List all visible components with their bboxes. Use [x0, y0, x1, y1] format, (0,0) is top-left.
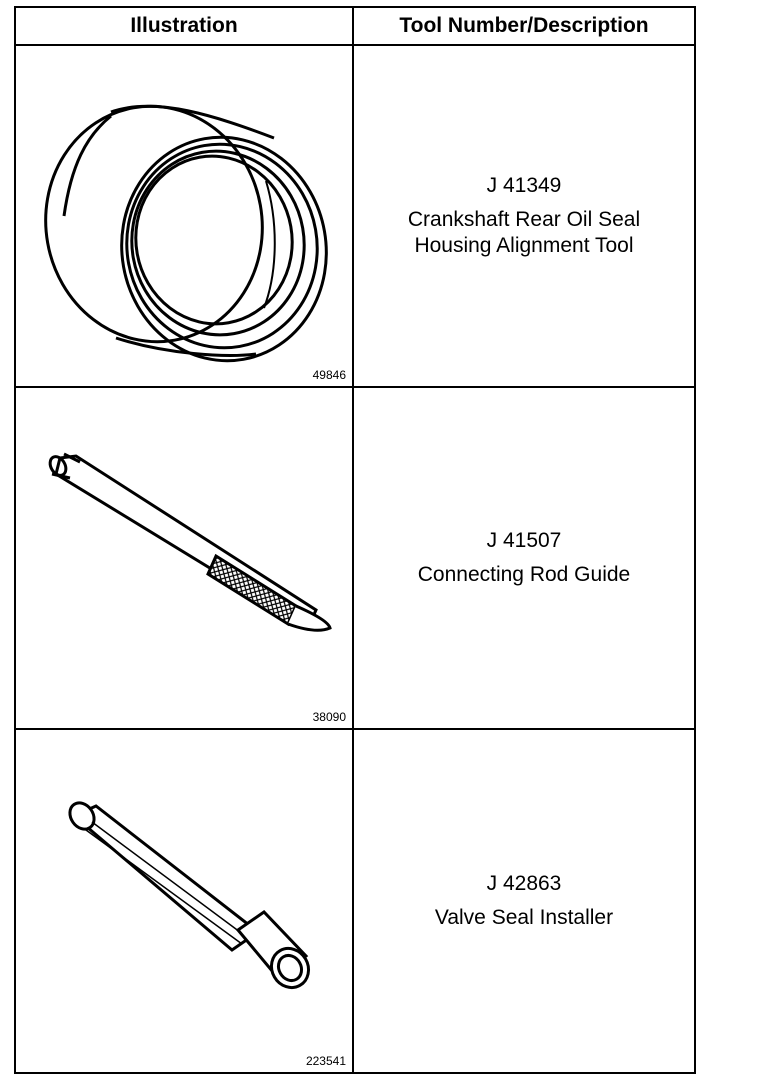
header-tool-number-description: Tool Number/Description [354, 8, 694, 46]
tool-name: Valve Seal Installer [434, 906, 614, 929]
illustration-cell [16, 388, 354, 728]
seal-alignment-ring-icon [16, 46, 352, 386]
illustration-reference-number: 38090 [312, 710, 346, 724]
table-row [16, 730, 694, 1072]
tool-name: Crankshaft Rear Oil Seal Housing Alignment Tool [407, 208, 641, 257]
tool-number: J 42863 [486, 872, 562, 895]
illustration-cell [16, 730, 354, 1072]
header-illustration: Illustration [16, 8, 354, 46]
table-row [16, 46, 694, 388]
valve-seal-installer-icon [16, 730, 352, 1070]
illustration-reference-number: 49846 [312, 368, 346, 382]
tool-name: Connecting Rod Guide [417, 563, 631, 586]
tool-number: J 41507 [486, 529, 562, 552]
connecting-rod-guide-icon [16, 388, 352, 728]
tool-description-cell [354, 46, 694, 386]
illustration-cell [16, 46, 354, 386]
tool-table [14, 6, 696, 1074]
tool-description-cell [354, 388, 694, 728]
illustration-reference-number: 223541 [305, 1054, 346, 1068]
tool-number: J 41349 [486, 174, 562, 197]
table-row [16, 388, 694, 730]
tool-description-cell [354, 730, 694, 1072]
